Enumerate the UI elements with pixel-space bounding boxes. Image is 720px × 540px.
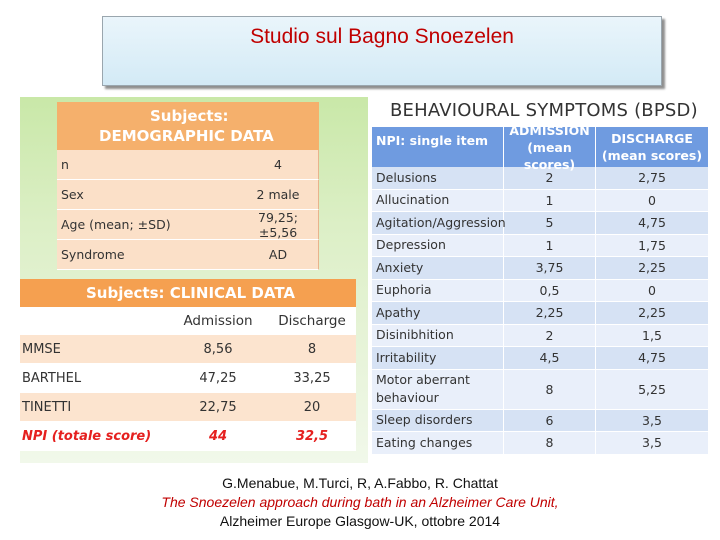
bpsd-discharge: 4,75 [638, 215, 666, 231]
bpsd-item: Eating changes [372, 432, 504, 454]
bpsd-discharge: 5,25 [638, 381, 666, 397]
bpsd-item: Sleep disorders [372, 410, 504, 432]
clinical-column-headers [20, 307, 356, 335]
bpsd-item: Apathy [372, 302, 504, 324]
demographic-label: Age (mean; ±SD) [61, 217, 171, 232]
clinical-admission: 44 [208, 428, 228, 444]
table-row [372, 432, 708, 455]
bpsd-item: Disinibhition [372, 325, 504, 347]
table-row [57, 150, 319, 180]
bpsd-header-discharge-line2: (mean scores) [601, 148, 703, 163]
slide-title: Studio sul Bagno Snoezelen [250, 25, 514, 48]
bpsd-item: Anxiety [372, 257, 504, 279]
bpsd-discharge: 1,75 [638, 237, 666, 253]
table-row [372, 410, 708, 433]
bpsd-header-item: NPI: single item [372, 127, 504, 167]
table-row [372, 347, 708, 370]
table-row [20, 364, 356, 393]
table-row [372, 212, 708, 235]
clinical-table [20, 279, 356, 451]
demographic-label: Sex [61, 187, 84, 202]
table-row [20, 335, 356, 364]
bpsd-admission: 8 [504, 370, 596, 409]
bpsd-admission: 0,5 [504, 280, 596, 302]
bpsd-discharge: 2,25 [638, 305, 666, 321]
demographic-heading-line2: DEMOGRAPHIC DATA [99, 127, 274, 145]
bpsd-admission: 2,25 [504, 302, 596, 324]
table-row [372, 280, 708, 303]
table-row [372, 302, 708, 325]
table-row [372, 235, 708, 258]
bpsd-admission: 5 [504, 212, 596, 234]
bpsd-admission: 2 [504, 167, 596, 189]
clinical-discharge: 20 [303, 399, 321, 415]
bpsd-admission: 6 [504, 410, 596, 432]
table-row [372, 370, 708, 410]
demographic-heading-line1: Subjects: [150, 107, 229, 125]
table-row [372, 167, 708, 190]
bpsd-title: BEHAVIOURAL SYMPTOMS (BPSD) [390, 100, 698, 121]
clinical-discharge: 33,25 [293, 370, 331, 386]
bpsd-admission: 2 [504, 325, 596, 347]
bpsd-item: Motor aberrant behaviour [372, 370, 504, 409]
demographic-label: n [61, 157, 69, 172]
bpsd-discharge: 1,5 [642, 327, 662, 343]
bpsd-header-admission-line2: (mean scores) [523, 139, 576, 172]
clinical-heading: Subjects: CLINICAL DATA [20, 279, 356, 307]
bpsd-admission: 1 [504, 235, 596, 257]
table-row [57, 180, 319, 210]
demographic-heading [57, 102, 319, 150]
title-box [102, 16, 662, 86]
demographic-value: 4 [274, 157, 282, 172]
bpsd-item: Irritability [372, 347, 504, 369]
clinical-name: MMSE [22, 341, 61, 357]
clinical-admission: 47,25 [199, 370, 237, 386]
clinical-discharge: 8 [307, 341, 317, 357]
bpsd-item: Delusions [372, 167, 504, 189]
clinical-header-admission: Admission [183, 313, 253, 329]
clinical-admission: 8,56 [203, 341, 233, 357]
clinical-admission: 22,75 [199, 399, 237, 415]
bpsd-column-headers [372, 122, 708, 172]
bpsd-admission: 1 [504, 190, 596, 212]
bpsd-admission: 8 [504, 432, 596, 454]
bpsd-discharge: 3,5 [642, 412, 662, 428]
table-row [372, 190, 708, 213]
clinical-header-discharge: Discharge [278, 313, 346, 329]
demographic-label: Syndrome [61, 247, 125, 262]
bpsd-header-admission-line1: ADMISSION [509, 122, 590, 138]
bpsd-item: Depression [372, 235, 504, 257]
citation-authors: G.Menabue, M.Turci, R, A.Fabbo, R. Chattat [222, 475, 498, 491]
bpsd-item: Agitation/Aggression [372, 212, 504, 234]
bpsd-header-discharge [596, 127, 708, 167]
bpsd-admission: 3,75 [504, 257, 596, 279]
table-row [57, 210, 319, 240]
bpsd-item: Euphoria [372, 280, 504, 302]
clinical-name: BARTHEL [22, 370, 82, 386]
bpsd-admission: 4,5 [504, 347, 596, 369]
bpsd-item: Allucination [372, 190, 504, 212]
bpsd-header-discharge-line1: DISCHARGE [611, 131, 693, 146]
bpsd-discharge: 4,75 [638, 350, 666, 366]
citation-work: The Snoezelen approach during bath in an Alzheimer Care Unit, [161, 494, 559, 510]
bpsd-discharge: 0 [648, 282, 656, 298]
clinical-name: NPI (totale score) [22, 428, 152, 444]
bpsd-table [372, 122, 708, 455]
bpsd-discharge: 3,5 [642, 435, 662, 451]
demographic-value: AD [268, 247, 288, 262]
bpsd-header-admission [504, 122, 596, 172]
demographic-value: 79,25; ±5,56 [258, 209, 298, 240]
bpsd-discharge: 0 [648, 192, 656, 208]
citation-venue: Alzheimer Europe Glasgow-UK, ottobre 2014 [219, 513, 501, 529]
bpsd-discharge: 2,25 [638, 260, 666, 276]
table-row [57, 240, 319, 270]
clinical-discharge: 32,5 [295, 428, 329, 444]
bpsd-discharge: 2,75 [638, 170, 666, 186]
clinical-name: TINETTI [22, 399, 72, 415]
demographic-value: 2 male [256, 187, 300, 202]
table-row [372, 257, 708, 280]
table-row [20, 422, 356, 451]
table-row [372, 325, 708, 348]
demographic-table [57, 102, 319, 270]
table-row [20, 393, 356, 422]
